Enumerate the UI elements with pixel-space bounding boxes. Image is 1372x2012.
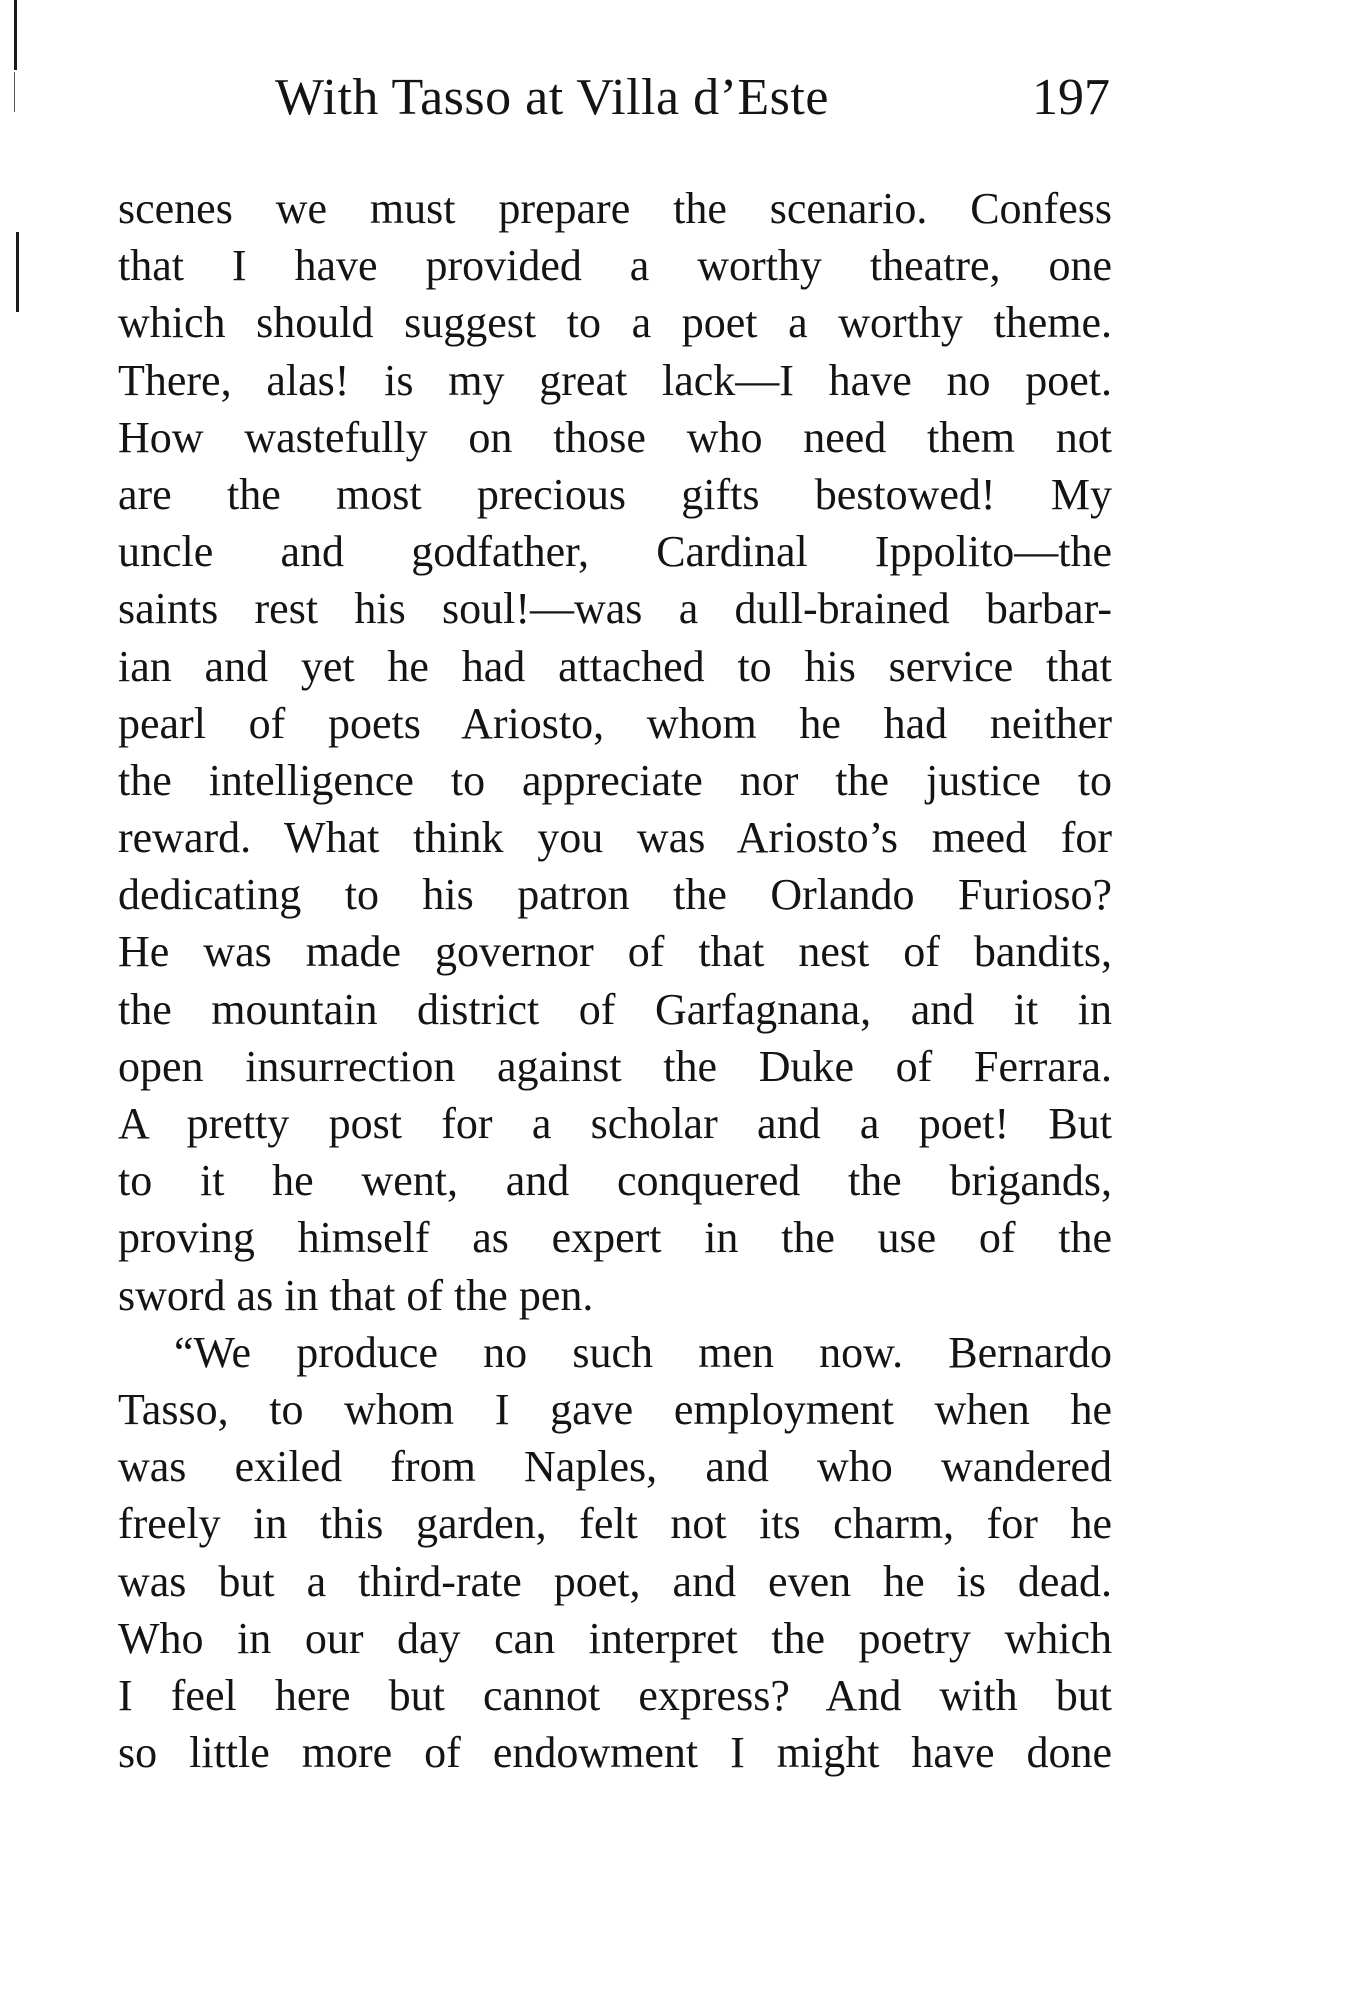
scan-edge-mark <box>16 232 19 312</box>
body-text <box>118 180 1112 1781</box>
text-line: to it he went, and conquered the brigands, <box>118 1156 1112 1206</box>
text-line: are the most precious gifts bestowed! My <box>118 469 1112 519</box>
text-line: Who in our day can interpret the poetry which <box>118 1613 1112 1663</box>
text-line: that I have provided a worthy theatre, one <box>118 241 1112 291</box>
text-line: which should suggest to a poet a worthy theme. <box>118 298 1112 348</box>
text-line: “We produce no such men now. Bernardo <box>174 1327 1112 1377</box>
text-line: was exiled from Naples, and who wandered <box>118 1442 1112 1492</box>
text-line: How wastefully on those who need them not <box>118 412 1112 462</box>
text-line: the intelligence to appreciate nor the justice to <box>118 755 1112 805</box>
text-line: proving himself as expert in the use of the <box>118 1213 1112 1263</box>
text-line: dedicating to his patron the Orlando Furioso? <box>118 870 1112 920</box>
text-line: sword as in that of the pen. <box>118 1270 594 1320</box>
text-line: saints rest his soul!—was a dull-brained barbar- <box>118 584 1112 634</box>
text-line: Tasso, to whom I gave employment when he <box>118 1384 1112 1434</box>
text-line: freely in this garden, felt not its charm, for he <box>118 1499 1112 1549</box>
text-line: so little more of endowment I might have done <box>118 1728 1112 1778</box>
text-line: uncle and godfather, Cardinal Ippolito—the <box>118 527 1112 577</box>
text-line: ian and yet he had attached to his service that <box>118 641 1112 691</box>
running-head <box>120 68 1110 128</box>
text-line: reward. What think you was Ariosto’s meed for <box>118 813 1112 863</box>
running-head-title: With Tasso at Villa d’Este <box>275 69 829 126</box>
text-line: There, alas! is my great lack—I have no poet. <box>118 355 1112 405</box>
text-line: A pretty post for a scholar and a poet! But <box>118 1099 1112 1148</box>
paragraph <box>118 1324 1112 1782</box>
page-number: 197 <box>1032 69 1110 126</box>
text-line: was but a third-rate poet, and even he is dead. <box>118 1556 1112 1606</box>
scan-edge-mark <box>14 72 15 112</box>
text-line: pearl of poets Ariosto, whom he had neither <box>118 698 1112 748</box>
paragraph <box>118 180 1112 1324</box>
text-line: I feel here but cannot express? And with but <box>118 1670 1112 1720</box>
text-line: He was made governor of that nest of bandits, <box>118 927 1112 977</box>
text-line: scenes we must prepare the scenario. Confess <box>118 184 1112 233</box>
text-line: the mountain district of Garfagnana, and it in <box>118 984 1112 1034</box>
text-line: open insurrection against the Duke of Ferrara. <box>118 1041 1112 1091</box>
scan-edge-mark <box>14 0 17 70</box>
